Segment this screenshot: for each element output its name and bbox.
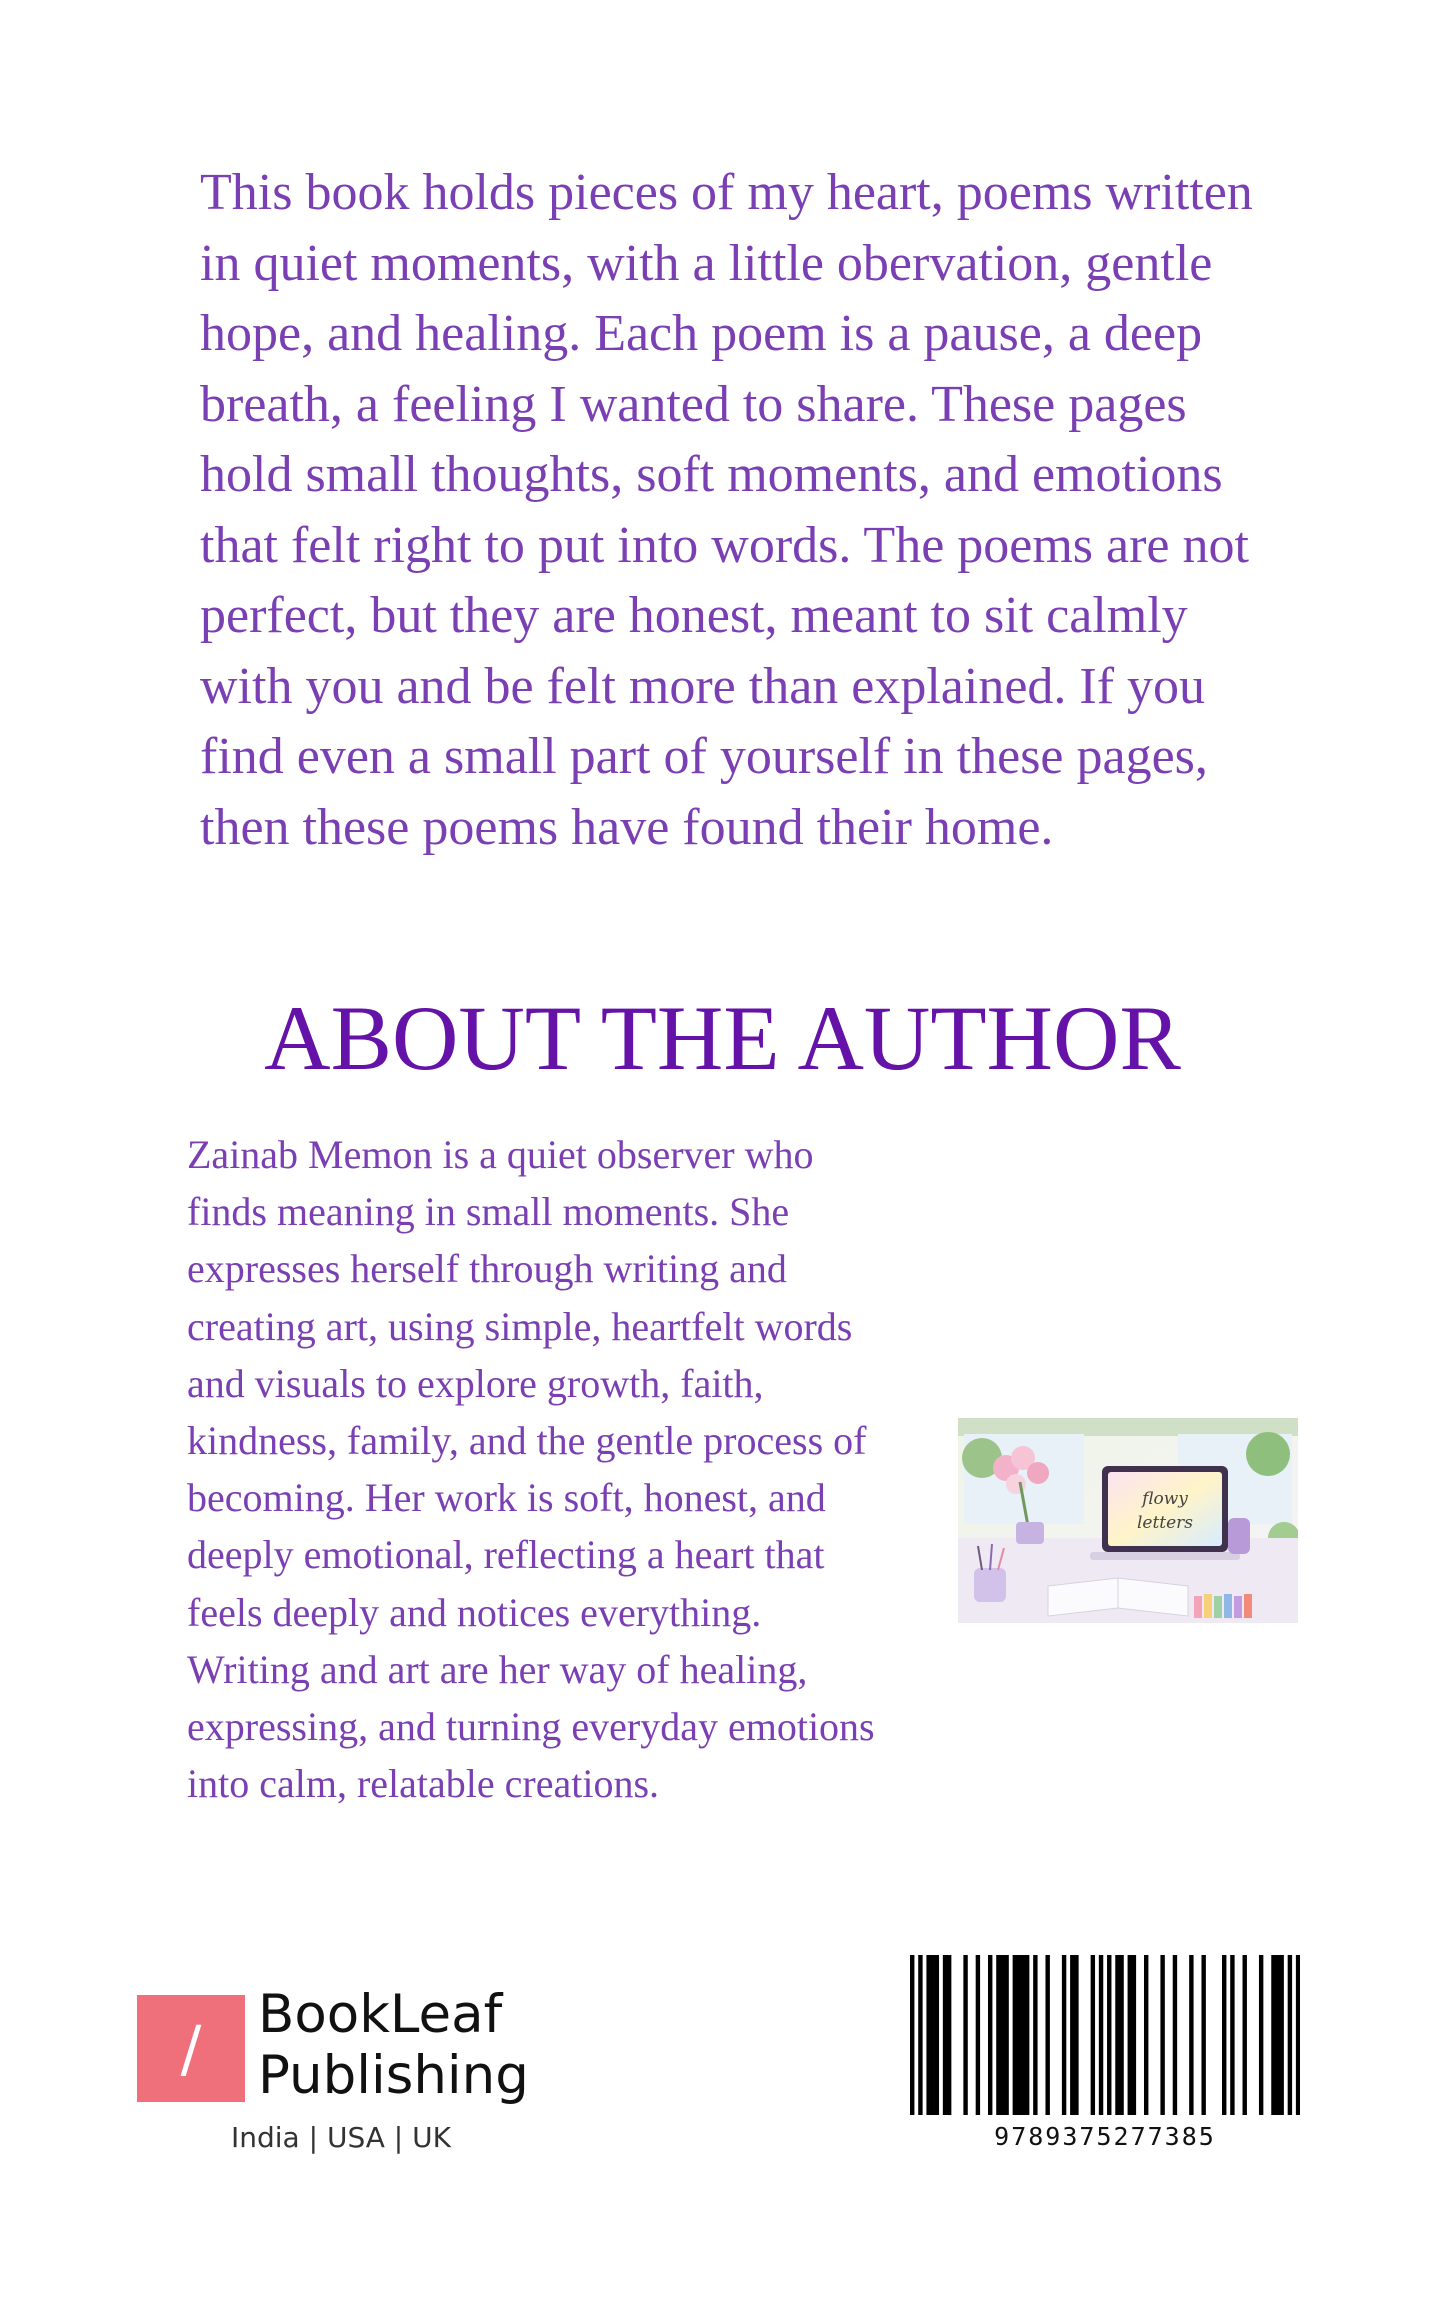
back-cover-blurb: This book holds pieces of my heart, poems written in quiet moments, with a little obervation, gentle hope, and healing. Each poem is a pause, a deep breath, a feeling I wanted to share. These pages hold small thoughts, soft moments, and emotions that felt right to put into words. The poems are not perfect, but they are honest, meant to sit calmly with you and be felt more than explained. If you find even a small part of yourself in these pages, then these poems have found their home. [200,164,1253,856]
author-art-image [958,1418,1298,1623]
barcode-bar [1115,1955,1119,2115]
art-screen-text-1: flowy [1142,1489,1188,1509]
barcode-bar [1025,1955,1029,2115]
barcode-bar [918,1955,922,2115]
barcode-bar [1107,1955,1111,2115]
publisher-name [258,1984,529,2106]
barcode-bar [1259,1955,1263,2115]
barcode-bar [1279,1955,1283,2115]
barcode-bar [1004,1955,1008,2115]
barcode-bar [1033,1955,1037,2115]
barcode-bar [1000,1955,1004,2115]
publisher-mark [137,1995,245,2102]
publisher-name-line2: Publishing [258,2045,529,2106]
barcode-bar [1021,1955,1025,2115]
art-screen-text-2: letters [1136,1513,1194,1533]
barcode-bar [1132,1955,1136,2115]
barcode-bar [1074,1955,1078,2115]
barcode-bar [1243,1955,1247,2115]
barcode-bar [996,1955,1000,2115]
barcode-bar [1271,1955,1275,2115]
barcode-bar [1062,1955,1066,2115]
barcode-bar [910,1955,914,2115]
barcode-bar [1099,1955,1103,2115]
isbn-number: 9789375277385 [994,2122,1216,2151]
barcode-bar [963,1955,967,2115]
isbn-barcode [910,1955,1300,2115]
barcode-bar [1288,1955,1292,2115]
barcode-bar [1119,1955,1123,2115]
barcode-bar [1017,1955,1021,2115]
barcode-bar [1045,1955,1049,2115]
barcode-bar [1173,1955,1177,2115]
barcode-bar [1222,1955,1226,2115]
author-bio: Zainab Memon is a quiet observer who finds meaning in small moments. She expresses herself through writing and creating art, using simple, heartfelt words and visuals to explore growth, faith, kindness, family, and the gentle process of becoming. Her work is soft, honest, and deeply emotional, reflecting a heart that feels deeply and notices everything. Writing and art are her way of healing, expressing, and turning everyday emotions into calm, relatable creations. [187,1132,875,1807]
publisher-name-line1: BookLeaf [258,1984,503,2045]
barcode-bar [926,1955,930,2115]
publisher-slash-icon: / [180,2012,202,2085]
barcode-bar [988,1955,992,2115]
barcode-bar [1201,1955,1205,2115]
barcode-bar [1070,1955,1074,2115]
barcode-bar [976,1955,980,2115]
barcode-bar [935,1955,939,2115]
barcode-bar [1230,1955,1234,2115]
barcode-bar [1128,1955,1132,2115]
barcode-bar [1091,1955,1095,2115]
barcode-bar [1144,1955,1148,2115]
barcode-bar [947,1955,951,2115]
barcode-bar [1189,1955,1193,2115]
barcode-bar [943,1955,947,2115]
barcode-bar [1013,1955,1017,2115]
publisher-logo [137,1984,557,2160]
about-author-heading: ABOUT THE AUTHOR [264,987,1181,1089]
publisher-regions: India | USA | UK [231,2121,451,2154]
barcode-bar [1160,1955,1164,2115]
barcode-bar [1296,1955,1300,2115]
barcode-bar [931,1955,935,2115]
barcode-bar [1275,1955,1279,2115]
